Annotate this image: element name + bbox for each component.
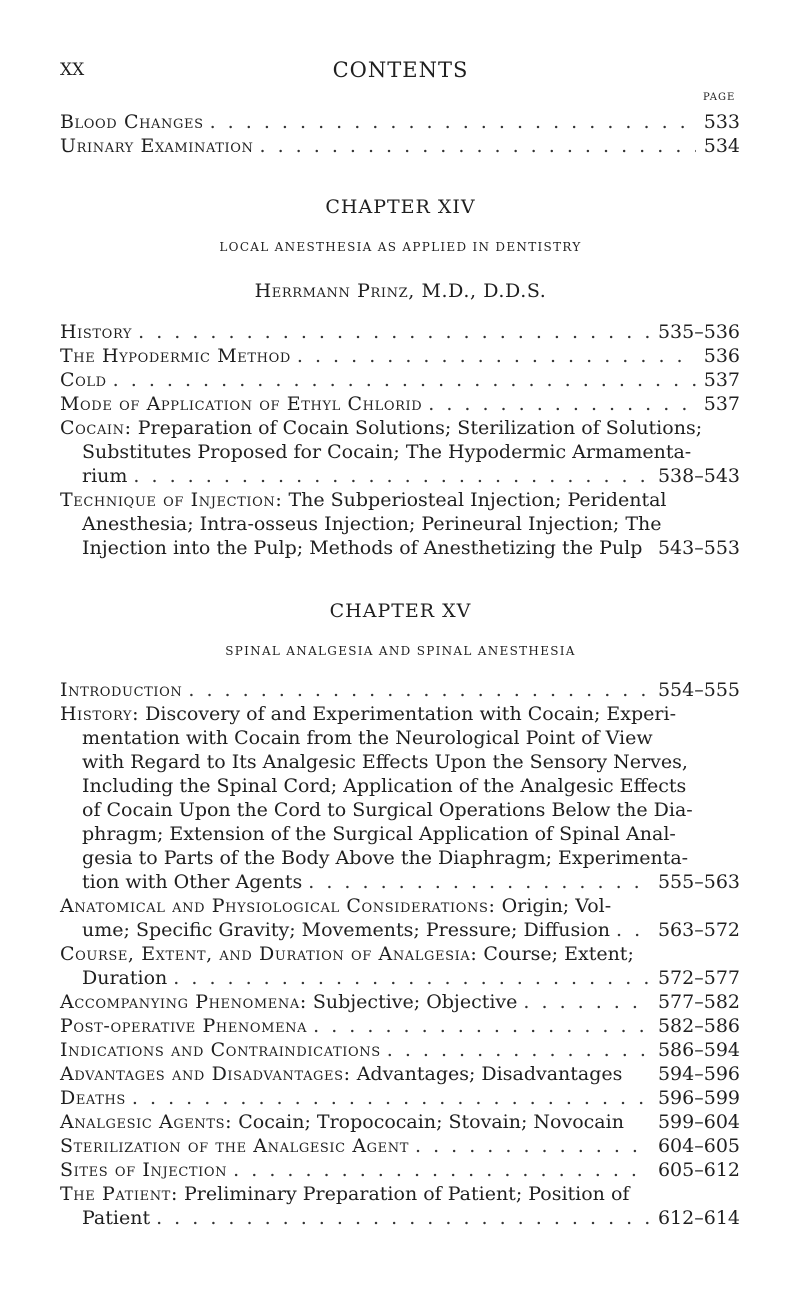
entry-title: Accompanying Phenomena:: [60, 991, 307, 1013]
toc-entry-advantages: [60, 1062, 740, 1086]
toc-entry-deaths: [60, 1086, 740, 1110]
entry-text: Duration: [82, 967, 168, 989]
entry-text: Preparation of Cocain Solutions; Sterilization of Solutions;: [137, 417, 703, 439]
entry-pages: 555–563: [657, 871, 740, 893]
entry-text: Substitutes Proposed for Cocain; The Hypodermic Armamenta-: [82, 441, 692, 463]
toc-entry-sterilization: [60, 1134, 740, 1158]
entry-pages: 563–572: [657, 919, 740, 941]
entry-title: Anatomical and Physiological Considerations:: [60, 895, 496, 917]
entry-pages: 586–594: [657, 1039, 740, 1061]
entry-pages: 572–577: [657, 967, 740, 989]
entry-title: Post-operative Phenomena: [60, 1015, 308, 1037]
entry-text: mentation with Cocain from the Neurological Point of View: [82, 727, 653, 749]
entry-pages: 543–553: [657, 537, 740, 559]
entry-text: rium: [82, 465, 128, 487]
entry-text: Injection into the Pulp; Methods of Anesthetizing the Pulp: [82, 537, 643, 559]
entry-pages: 577–582: [657, 991, 740, 1013]
entry-pages: 582–586: [657, 1015, 740, 1037]
entry-text: tion with Other Agents: [82, 871, 303, 893]
entry-text: Origin; Vol-: [501, 895, 612, 917]
entry-title: Indications and Contraindications: [60, 1039, 381, 1061]
toc-entry-hypodermic-method: [60, 344, 740, 368]
entry-text: Patient: [82, 1207, 151, 1229]
entry-title: Sterilization of the Analgesic Agent: [60, 1135, 409, 1157]
entry-text: Discovery of and Experimentation with Cocain; Experi-: [145, 703, 676, 725]
entry-title: Blood Changes: [60, 111, 204, 133]
chapter-14-heading: CHAPTER XIV: [325, 196, 476, 218]
entry-pages: 596–599: [657, 1087, 740, 1109]
entry-title: Mode of Application of Ethyl Chlorid: [60, 393, 423, 415]
toc-entry-cold: [60, 368, 740, 392]
toc-entry-ethyl-chlorid: [60, 392, 740, 416]
entry-text: Preliminary Preparation of Patient; Position of: [184, 1183, 630, 1205]
chapter-14-subtitle: LOCAL ANESTHESIA AS APPLIED IN DENTISTRY: [219, 240, 582, 254]
entry-text: gesia to Parts of the Body Above the Diaphragm; Experimenta-: [82, 847, 689, 869]
entry-pages: 536: [703, 345, 740, 367]
page-column-label: PAGE: [703, 92, 736, 103]
entry-title: Sites of Injection: [60, 1159, 228, 1181]
chapter-15-subtitle: SPINAL ANALGESIA AND SPINAL ANESTHESIA: [225, 644, 576, 658]
entry-text: ume; Specific Gravity; Movements; Pressure; Diffusion: [82, 919, 611, 941]
entry-pages: 604–605: [657, 1135, 740, 1157]
chapter-15-heading: CHAPTER XV: [329, 600, 472, 622]
entry-title: History: [60, 321, 133, 343]
toc-entry-urinary-examination: [60, 134, 740, 158]
entry-text: Anesthesia; Intra-osseus Injection; Perineural Injection; The: [82, 513, 662, 535]
entry-pages: 534: [703, 135, 740, 157]
entry-pages: 599–604: [657, 1111, 740, 1133]
entry-text: The Subperiosteal Injection; Peridental: [288, 489, 667, 511]
entry-title: The Patient:: [60, 1183, 178, 1205]
toc-entry-anatomical: [60, 894, 740, 942]
entry-title: Cocain:: [60, 417, 132, 439]
chapter-14-author: Herrmann Prinz, M.D., D.D.S.: [254, 280, 547, 302]
toc-entry-post-operative: [60, 1014, 740, 1038]
entry-text: Including the Spinal Cord; Application of the Analgesic Effects: [82, 775, 687, 797]
entry-pages: 537: [703, 393, 740, 415]
toc-entry-technique-of-injection: [60, 488, 740, 560]
toc-entry-indications: [60, 1038, 740, 1062]
toc-entry-course-extent-duration: [60, 942, 740, 990]
entry-title: Technique of Injection:: [60, 489, 283, 511]
toc-entry-history: [60, 320, 740, 344]
entry-pages: 537: [703, 369, 740, 391]
entry-pages: 535–536: [657, 321, 740, 343]
page-folio: XX: [60, 60, 85, 80]
entry-pages: 594–596: [657, 1063, 740, 1085]
toc-entry-introduction: [60, 678, 740, 702]
entry-pages: 554–555: [657, 679, 740, 701]
toc-entry-the-patient: [60, 1182, 740, 1230]
toc-entry-sites-of-injection: [60, 1158, 740, 1182]
entry-title: Deaths: [60, 1087, 126, 1109]
entry-title: Urinary Examination: [60, 135, 254, 157]
entry-text: Advantages; Disadvantages: [356, 1063, 623, 1085]
toc-entry-analgesic-agents: [60, 1110, 740, 1134]
entry-title: Analgesic Agents:: [60, 1111, 233, 1133]
entry-title: The Hypodermic Method: [60, 345, 291, 367]
toc-entry-blood-changes: [60, 110, 740, 134]
entry-pages: 605–612: [657, 1159, 740, 1181]
toc-entry-history-spinal: [60, 702, 740, 894]
entry-text: Course; Extent;: [483, 943, 634, 965]
entry-pages: 538–543: [657, 465, 740, 487]
entry-text: Subjective; Objective: [312, 991, 518, 1013]
toc-entry-accompanying-phenomena: [60, 990, 740, 1014]
entry-title: Introduction: [60, 679, 183, 701]
entry-text: phragm; Extension of the Surgical Application of Spinal Anal-: [82, 823, 676, 845]
entry-title: Cold: [60, 369, 107, 391]
entry-pages: 533: [703, 111, 740, 133]
entry-text: Cocain; Tropococain; Stovain; Novocain: [238, 1111, 624, 1133]
entry-text: with Regard to Its Analgesic Effects Upon the Sensory Nerves,: [82, 751, 688, 773]
entry-title: Course, Extent, and Duration of Analgesia:: [60, 943, 478, 965]
running-header: CONTENTS: [332, 58, 469, 82]
entry-text: of Cocain Upon the Cord to Surgical Operations Below the Dia-: [82, 799, 693, 821]
entry-pages: 612–614: [657, 1207, 740, 1229]
entry-title: History:: [60, 703, 140, 725]
entry-title: Advantages and Disadvantages:: [60, 1063, 351, 1085]
toc-entry-cocain: [60, 416, 740, 488]
